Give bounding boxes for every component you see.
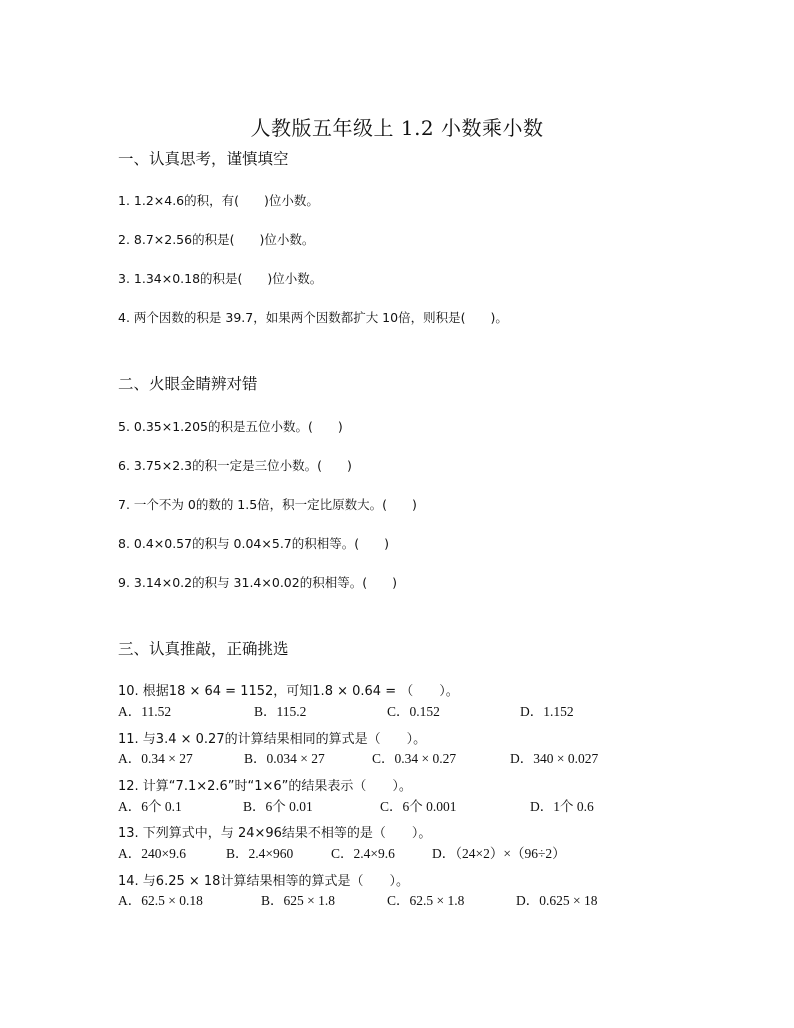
question-10: 10. 根据18 × 64 = 1152，可知1.8 × 0.64 = （ ）。 — [118, 684, 459, 699]
section-heading-true-false: 二、火眼金睛辨对错 — [118, 375, 258, 393]
question-14-option-d: D．0.625 × 18 — [516, 893, 598, 908]
section-heading-fill-blank: 一、认真思考，谨慎填空 — [118, 150, 289, 168]
question-12: 12. 计算“7.1×2.6”时“1×6”的结果表示（ ）。 — [118, 779, 412, 794]
question-10-option-b: B．115.2 — [254, 704, 307, 719]
question-1: 1. 1.2×4.6的积，有( )位小数。 — [118, 193, 319, 208]
question-10-option-d: D．1.152 — [520, 704, 574, 719]
question-11-option-d: D．340 × 0.027 — [510, 751, 599, 766]
question-9: 9. 3.14×0.2的积与 31.4×0.02的积相等。( ) — [118, 575, 397, 590]
question-7: 7. 一个不为 0的数的 1.5倍，积一定比原数大。( ) — [118, 497, 417, 512]
question-6: 6. 3.75×2.3的积一定是三位小数。( ) — [118, 458, 352, 473]
question-2: 2. 8.7×2.56的积是( )位小数。 — [118, 232, 315, 247]
question-13-option-d: D．（24×2）×（96÷2） — [432, 846, 566, 861]
question-8: 8. 0.4×0.57的积与 0.04×5.7的积相等。( ) — [118, 536, 389, 551]
question-13-option-b: B．2.4×960 — [226, 846, 294, 861]
question-12-option-c: C．6个 0.001 — [380, 799, 457, 814]
worksheet-title: 人教版五年级上 1.2 小数乘小数 — [250, 116, 544, 140]
question-11-option-a: A．0.34 × 27 — [118, 751, 193, 766]
section-heading-multiple-choice: 三、认真推敲，正确挑选 — [118, 640, 289, 658]
question-11: 11. 与3.4 × 0.27的计算结果相同的算式是（ ）。 — [118, 732, 427, 747]
question-10-option-c: C．0.152 — [387, 704, 440, 719]
question-13-option-a: A．240×9.6 — [118, 846, 186, 861]
question-13: 13. 下列算式中，与 24×96结果不相等的是（ ）。 — [118, 826, 432, 841]
question-10-option-a: A．11.52 — [118, 704, 172, 719]
question-11-option-c: C．0.34 × 0.27 — [372, 751, 457, 766]
question-12-option-d: D．1个 0.6 — [530, 799, 594, 814]
question-5: 5. 0.35×1.205的积是五位小数。( ) — [118, 419, 343, 434]
question-14-option-b: B．625 × 1.8 — [261, 893, 335, 908]
question-3: 3. 1.34×0.18的积是( )位小数。 — [118, 271, 323, 286]
question-12-option-b: B．6个 0.01 — [243, 799, 313, 814]
question-14-option-a: A．62.5 × 0.18 — [118, 893, 203, 908]
question-11-option-b: B．0.034 × 27 — [244, 751, 325, 766]
question-4: 4. 两个因数的积是 39.7，如果两个因数都扩大 10倍，则积是( )。 — [118, 310, 508, 325]
question-14-option-c: C．62.5 × 1.8 — [387, 893, 465, 908]
question-12-option-a: A．6个 0.1 — [118, 799, 182, 814]
question-14: 14. 与6.25 × 18计算结果相等的算式是（ ）。 — [118, 874, 409, 889]
question-13-option-c: C．2.4×9.6 — [331, 846, 395, 861]
